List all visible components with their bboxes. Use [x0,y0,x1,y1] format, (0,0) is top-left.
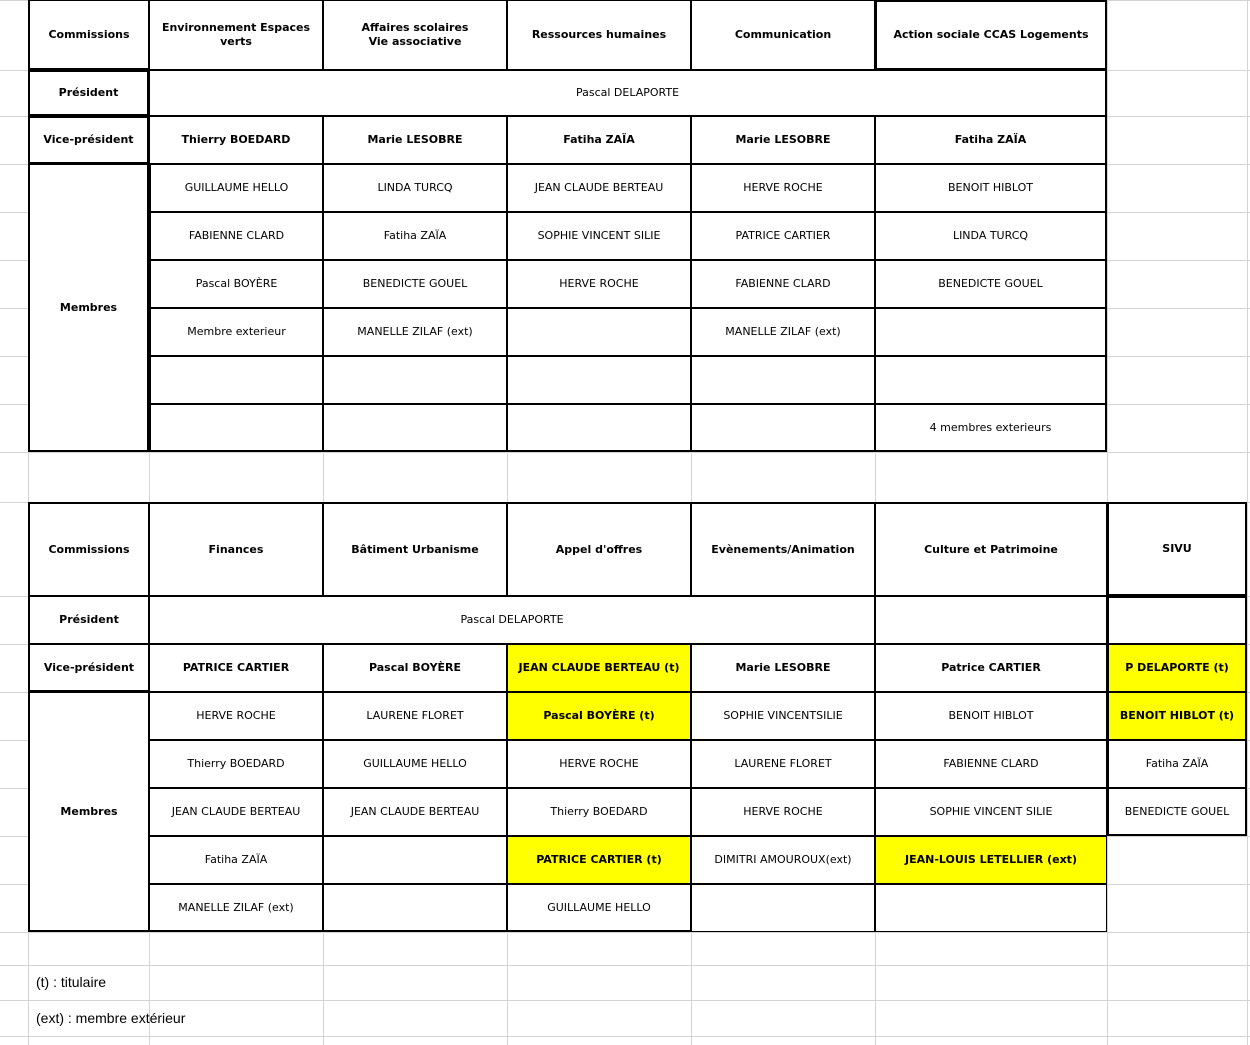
president-label-cell[interactable]: Président [28,596,149,644]
commission-header-cell[interactable]: Bâtiment Urbanisme [323,502,507,596]
member-cell[interactable]: BENOIT HIBLOT [875,692,1107,740]
member-cell[interactable]: JEAN-LOUIS LETELLIER (ext) [875,836,1107,884]
member-cell[interactable]: HERVE ROCHE [691,788,875,836]
member-cell[interactable]: JEAN CLAUDE BERTEAU [507,164,691,212]
member-cell[interactable]: SOPHIE VINCENTSILIE [691,692,875,740]
commission-header-cell[interactable]: Evènements/Animation [691,502,875,596]
member-cell[interactable]: Fatiha ZAÏA [1107,740,1247,788]
vice-president-label-cell[interactable]: Vice-président [28,116,149,164]
vice-president-label-cell[interactable]: Vice-président [28,644,149,692]
member-cell[interactable]: MANELLE ZILAF (ext) [149,884,323,932]
member-cell[interactable]: GUILLAUME HELLO [507,884,691,932]
grid-row-line [0,932,1250,933]
member-cell[interactable]: HERVE ROCHE [691,164,875,212]
grid-row-line [0,1000,1250,1001]
member-cell[interactable]: Thierry BOEDARD [507,788,691,836]
empty-cell[interactable] [1107,836,1247,884]
vice-president-cell[interactable]: Pascal BOYÈRE [323,644,507,692]
member-cell[interactable]: Pascal BOYÈRE (t) [507,692,691,740]
commission-header-cell[interactable]: Environnement Espaces verts [149,0,323,70]
member-cell[interactable]: HERVE ROCHE [507,740,691,788]
vice-president-cell[interactable]: Marie LESOBRE [691,644,875,692]
president-name-cell[interactable]: Pascal DELAPORTE [149,70,1107,116]
member-cell[interactable] [507,356,691,404]
member-cell[interactable]: SOPHIE VINCENT SILIE [875,788,1107,836]
member-cell[interactable]: FABIENNE CLARD [691,260,875,308]
member-cell[interactable] [149,356,323,404]
vice-president-cell[interactable]: Fatiha ZAÏA [875,116,1107,164]
members-label-cell[interactable]: Membres [28,692,149,932]
commissions-header-cell[interactable]: Commissions [28,502,149,596]
vice-president-cell[interactable]: Patrice CARTIER [875,644,1107,692]
commission-header-cell[interactable]: Communication [691,0,875,70]
member-cell[interactable]: BENOIT HIBLOT [875,164,1107,212]
grid-row-line [0,1036,1250,1037]
vice-president-cell[interactable]: Marie LESOBRE [691,116,875,164]
commission-header-cell[interactable]: Culture et Patrimoine [875,502,1107,596]
member-cell[interactable] [875,356,1107,404]
member-cell[interactable] [507,308,691,356]
members-label-cell[interactable]: Membres [28,164,149,452]
member-cell[interactable]: GUILLAUME HELLO [149,164,323,212]
commission-header-cell[interactable]: SIVU [1107,502,1247,596]
president-name-cell[interactable]: Pascal DELAPORTE [149,596,875,644]
member-cell[interactable] [323,836,507,884]
member-cell[interactable]: BENEDICTE GOUEL [323,260,507,308]
member-cell[interactable]: PATRICE CARTIER [691,212,875,260]
member-cell[interactable]: BENEDICTE GOUEL [1107,788,1247,836]
commission-header-cell[interactable]: Ressources humaines [507,0,691,70]
member-cell[interactable]: Membre exterieur [149,308,323,356]
member-cell[interactable]: SOPHIE VINCENT SILIE [507,212,691,260]
member-cell[interactable]: 4 membres exterieurs [875,404,1107,452]
commission-header-cell[interactable]: Finances [149,502,323,596]
vice-president-cell[interactable]: PATRICE CARTIER [149,644,323,692]
member-cell[interactable]: JEAN CLAUDE BERTEAU [149,788,323,836]
member-cell[interactable]: LAURENE FLORET [323,692,507,740]
member-cell[interactable]: Thierry BOEDARD [149,740,323,788]
member-cell[interactable]: MANELLE ZILAF (ext) [323,308,507,356]
member-cell[interactable] [323,404,507,452]
member-cell[interactable]: LINDA TURCQ [323,164,507,212]
president-label-cell[interactable]: Président [28,70,149,116]
member-cell[interactable]: GUILLAUME HELLO [323,740,507,788]
commission-header-cell[interactable]: Affaires scolaires Vie associative [323,0,507,70]
member-cell[interactable]: HERVE ROCHE [149,692,323,740]
grid-row-line [0,452,1250,453]
member-cell[interactable]: Fatiha ZAÏA [149,836,323,884]
member-cell[interactable]: LINDA TURCQ [875,212,1107,260]
commission-header-cell[interactable]: Action sociale CCAS Logements [875,0,1107,70]
vice-president-cell[interactable]: Fatiha ZAÏA [507,116,691,164]
member-cell[interactable]: BENEDICTE GOUEL [875,260,1107,308]
commission-header-cell[interactable]: Appel d'offres [507,502,691,596]
member-cell[interactable]: FABIENNE CLARD [875,740,1107,788]
member-cell[interactable]: Fatiha ZAÏA [323,212,507,260]
member-cell[interactable]: MANELLE ZILAF (ext) [691,308,875,356]
member-cell[interactable]: DIMITRI AMOUROUX(ext) [691,836,875,884]
member-cell[interactable] [691,356,875,404]
commissions-header-cell[interactable]: Commissions [28,0,149,70]
sivu-president-cell[interactable] [1107,596,1247,644]
member-cell[interactable] [691,404,875,452]
member-cell[interactable]: LAURENE FLORET [691,740,875,788]
member-cell[interactable]: Pascal BOYÈRE [149,260,323,308]
empty-cell[interactable] [1107,884,1247,932]
vice-president-cell[interactable]: Thierry BOEDARD [149,116,323,164]
member-cell[interactable] [323,356,507,404]
empty-cell[interactable] [875,596,1107,644]
vice-president-cell[interactable]: Marie LESOBRE [323,116,507,164]
legend-titulaire: (t) : titulaire [36,974,107,990]
member-cell[interactable] [149,404,323,452]
member-cell[interactable]: HERVE ROCHE [507,260,691,308]
member-cell[interactable] [507,404,691,452]
legend-exterieur: (ext) : membre extérieur [36,1010,186,1026]
grid-column-line [1247,0,1248,1045]
member-cell[interactable] [323,884,507,932]
member-cell[interactable] [875,308,1107,356]
member-cell[interactable]: FABIENNE CLARD [149,212,323,260]
member-cell[interactable]: PATRICE CARTIER (t) [507,836,691,884]
member-cell[interactable]: JEAN CLAUDE BERTEAU [323,788,507,836]
vice-president-cell[interactable]: JEAN CLAUDE BERTEAU (t) [507,644,691,692]
vice-president-cell[interactable]: P DELAPORTE (t) [1107,644,1247,692]
member-cell[interactable]: BENOIT HIBLOT (t) [1107,692,1247,740]
grid-row-line [0,965,1250,966]
member-cell[interactable] [691,884,875,932]
member-cell[interactable] [875,884,1107,932]
